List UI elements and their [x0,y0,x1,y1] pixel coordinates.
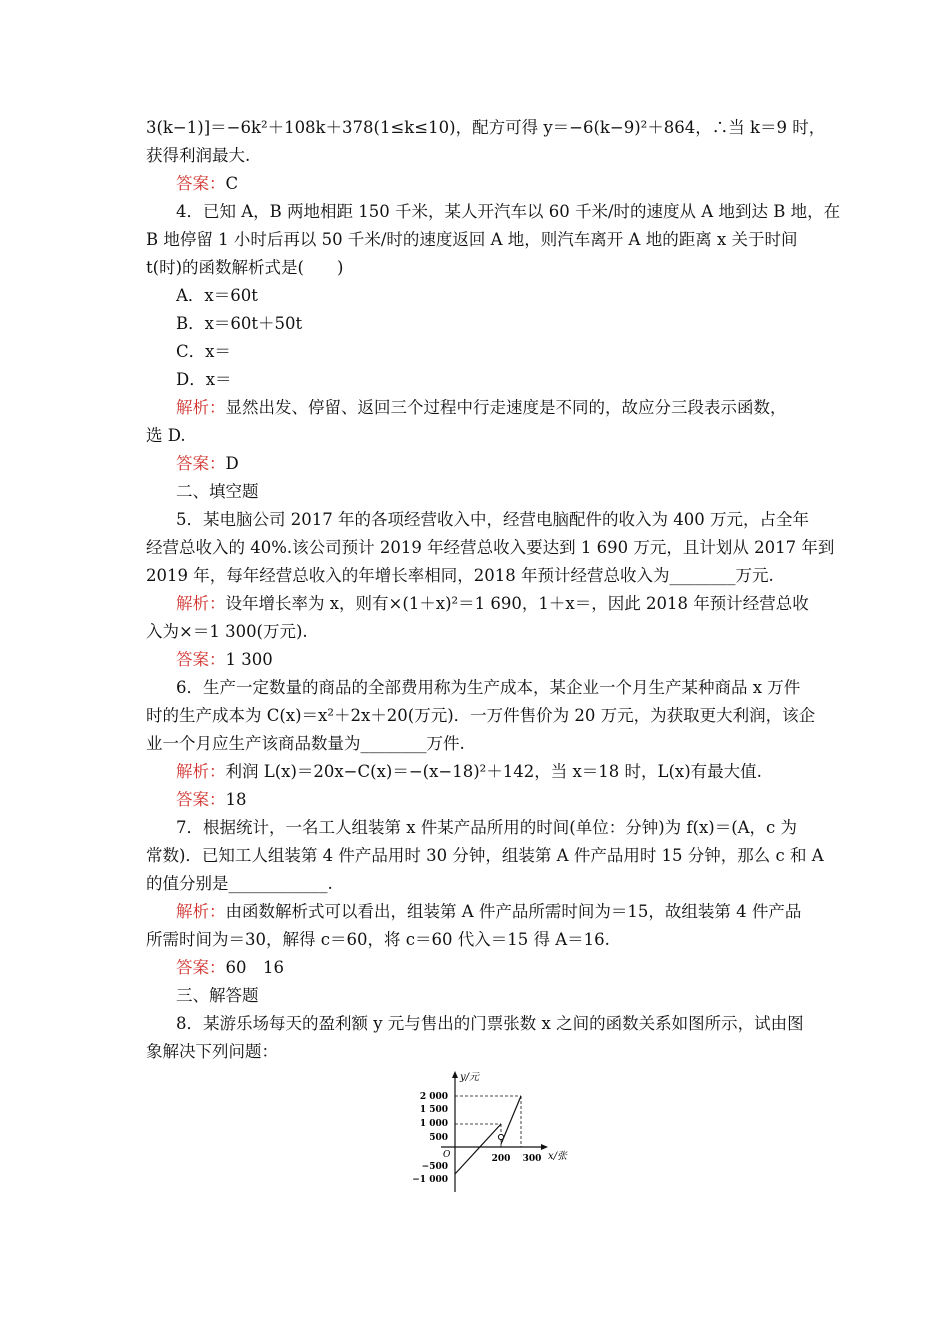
line-text: 2019 年，每年经营总收入的年增长率相同，2018 年预计经营总收入为________万元. [146,566,774,585]
line-text: 1 300 [225,650,273,669]
line-text: 8．某游乐场每天的盈利额 y 元与售出的门票张数 x 之间的函数关系如图所示，试由图 [176,1014,804,1033]
text-line [176,174,238,194]
text-line [176,482,259,502]
line-text: 6．生产一定数量的商品的全部费用称为生产成本，某企业一个月生产某种商品 x 万件 [176,678,801,697]
text-line [146,1042,278,1062]
text-line [176,370,232,390]
line-label: 答案： [176,174,226,193]
line-label: 解析： [176,398,226,417]
line-label: 答案： [176,958,226,977]
line-text: 5．某电脑公司 2017 年的各项经营收入中，经营电脑配件的收入为 400 万元，占全年 [176,510,809,529]
y-tick-neg500: −500 [421,1162,448,1172]
text-line [146,146,250,166]
text-line [146,566,774,586]
text-line [176,958,284,978]
y-tick-neg1000: −1 000 [412,1175,448,1185]
line-text: B．x＝60t＋50t [176,314,303,333]
y-tick-1000: 1 000 [419,1119,448,1129]
line-label: 答案： [176,454,226,473]
line-text: 业一个月应生产该商品数量为________万件. [146,734,465,753]
line-text: 显然出发、停留、返回三个过程中行走速度是不同的，故应分三段表示函数， [225,398,787,417]
line-label: 解析： [176,902,226,921]
line-text: D [225,454,239,473]
line-text: B 地停留 1 小时后再以 50 千米/时的速度返回 A 地，则汽车离开 A 地的距离 x 关于时间 [146,230,798,249]
text-line [176,286,258,306]
line-text: 选 D. [146,426,186,445]
line-text: 象解决下列问题： [146,1042,278,1061]
line-label: 答案： [176,650,226,669]
text-line [146,118,825,138]
line-text: 利润 L(x)＝20x−C(x)＝−(x−18)²＋142，当 x＝18 时，L(x)有最大值. [225,762,762,781]
text-line [176,1014,804,1034]
text-line [176,650,273,670]
text-line [176,762,762,782]
text-line [146,930,610,950]
line-text: 4．已知 A，B 两地相距 150 千米，某人开汽车以 60 千米/时的速度从 A 地到达 B 地，在 [176,202,841,221]
text-line [176,314,302,334]
origin-label: O [443,1150,451,1160]
line-label: 答案： [176,790,226,809]
y-axis-arrow [452,1071,458,1078]
line-text: 18 [225,790,247,809]
line-text: A．x＝60t [176,286,258,305]
y-tick-1500: 1 500 [419,1105,448,1115]
text-line [146,874,333,894]
text-line [146,426,186,446]
line-text: 所需时间为＝30，解得 c＝60，将 c＝60 代入＝15 得 A＝16. [146,930,610,949]
x-axis-arrow [541,1144,548,1150]
y-tick-2000: 2 000 [419,1092,448,1102]
line-text: 二、填空题 [176,482,259,501]
line-label: 解析： [176,594,226,613]
line-text: 入为×＝1 300(万元). [146,622,308,641]
line-label: 解析： [176,762,226,781]
line-text: 7．根据统计，一名工人组装第 x 件某产品所用的时间(单位：分钟)为 f(x)＝(A，c 为 [176,818,798,837]
line-text: 常数)．已知工人组装第 4 件产品用时 30 分钟，组装第 A 件产品用时 15 分钟，那么 c 和 A [146,846,824,865]
line-text: 三、解答题 [176,986,259,1005]
text-line [176,902,801,922]
text-line [146,734,465,754]
x-tick-300: 300 [522,1154,542,1164]
text-line [176,342,231,362]
text-line [146,706,815,726]
text-line [176,594,809,614]
line-text: 的值分别是____________. [146,874,333,893]
line-text: 获得利润最大. [146,146,251,165]
x-axis-label: x/张 [548,1151,568,1162]
line-text: 3(k−1)]＝−6k²＋108k＋378(1≤k≤10)，配方可得 y＝−6(k−9)²＋864，∴当 k＝9 时， [146,118,826,137]
y-axis-label: y/元 [460,1072,480,1083]
line-text: C．x＝ [176,342,231,361]
text-line [146,846,824,866]
line-text: t(时)的函数解析式是( ) [146,258,344,277]
text-line [176,510,809,530]
text-line [176,790,247,810]
text-line [176,818,797,838]
line-text: C [225,174,239,193]
x-tick-200: 200 [491,1154,511,1164]
line-text: 60 16 [225,958,284,977]
y-tick-500: 500 [429,1133,448,1143]
text-line [146,230,798,250]
open-point [498,1134,503,1139]
line-text: 由函数解析式可以看出，组装第 A 件产品所需时间为＝15，故组装第 4 件产品 [225,902,802,921]
text-line [176,202,840,222]
line-text: 经营总收入的 40%.该公司预计 2019 年经营总收入要达到 1 690 万元，且计划从 2017 年到 [146,538,835,557]
line-text: 设年增长率为 x，则有×(1＋x)²＝1 690，1＋x＝，因此 2018 年预计经营总收 [225,594,809,613]
graph-figure [405,1068,575,1194]
text-line [176,398,787,418]
line-text: 时的生产成本为 C(x)＝x²＋2x＋20(万元)．一万件售价为 20 万元，为获取更大利润，该企 [146,706,816,725]
text-line [176,454,239,474]
text-line [146,538,834,558]
text-line [146,258,343,278]
text-line [146,622,308,642]
line-text: D．x＝ [176,370,232,389]
text-line [176,986,259,1006]
segment-1 [455,1124,501,1174]
text-line [176,678,800,698]
